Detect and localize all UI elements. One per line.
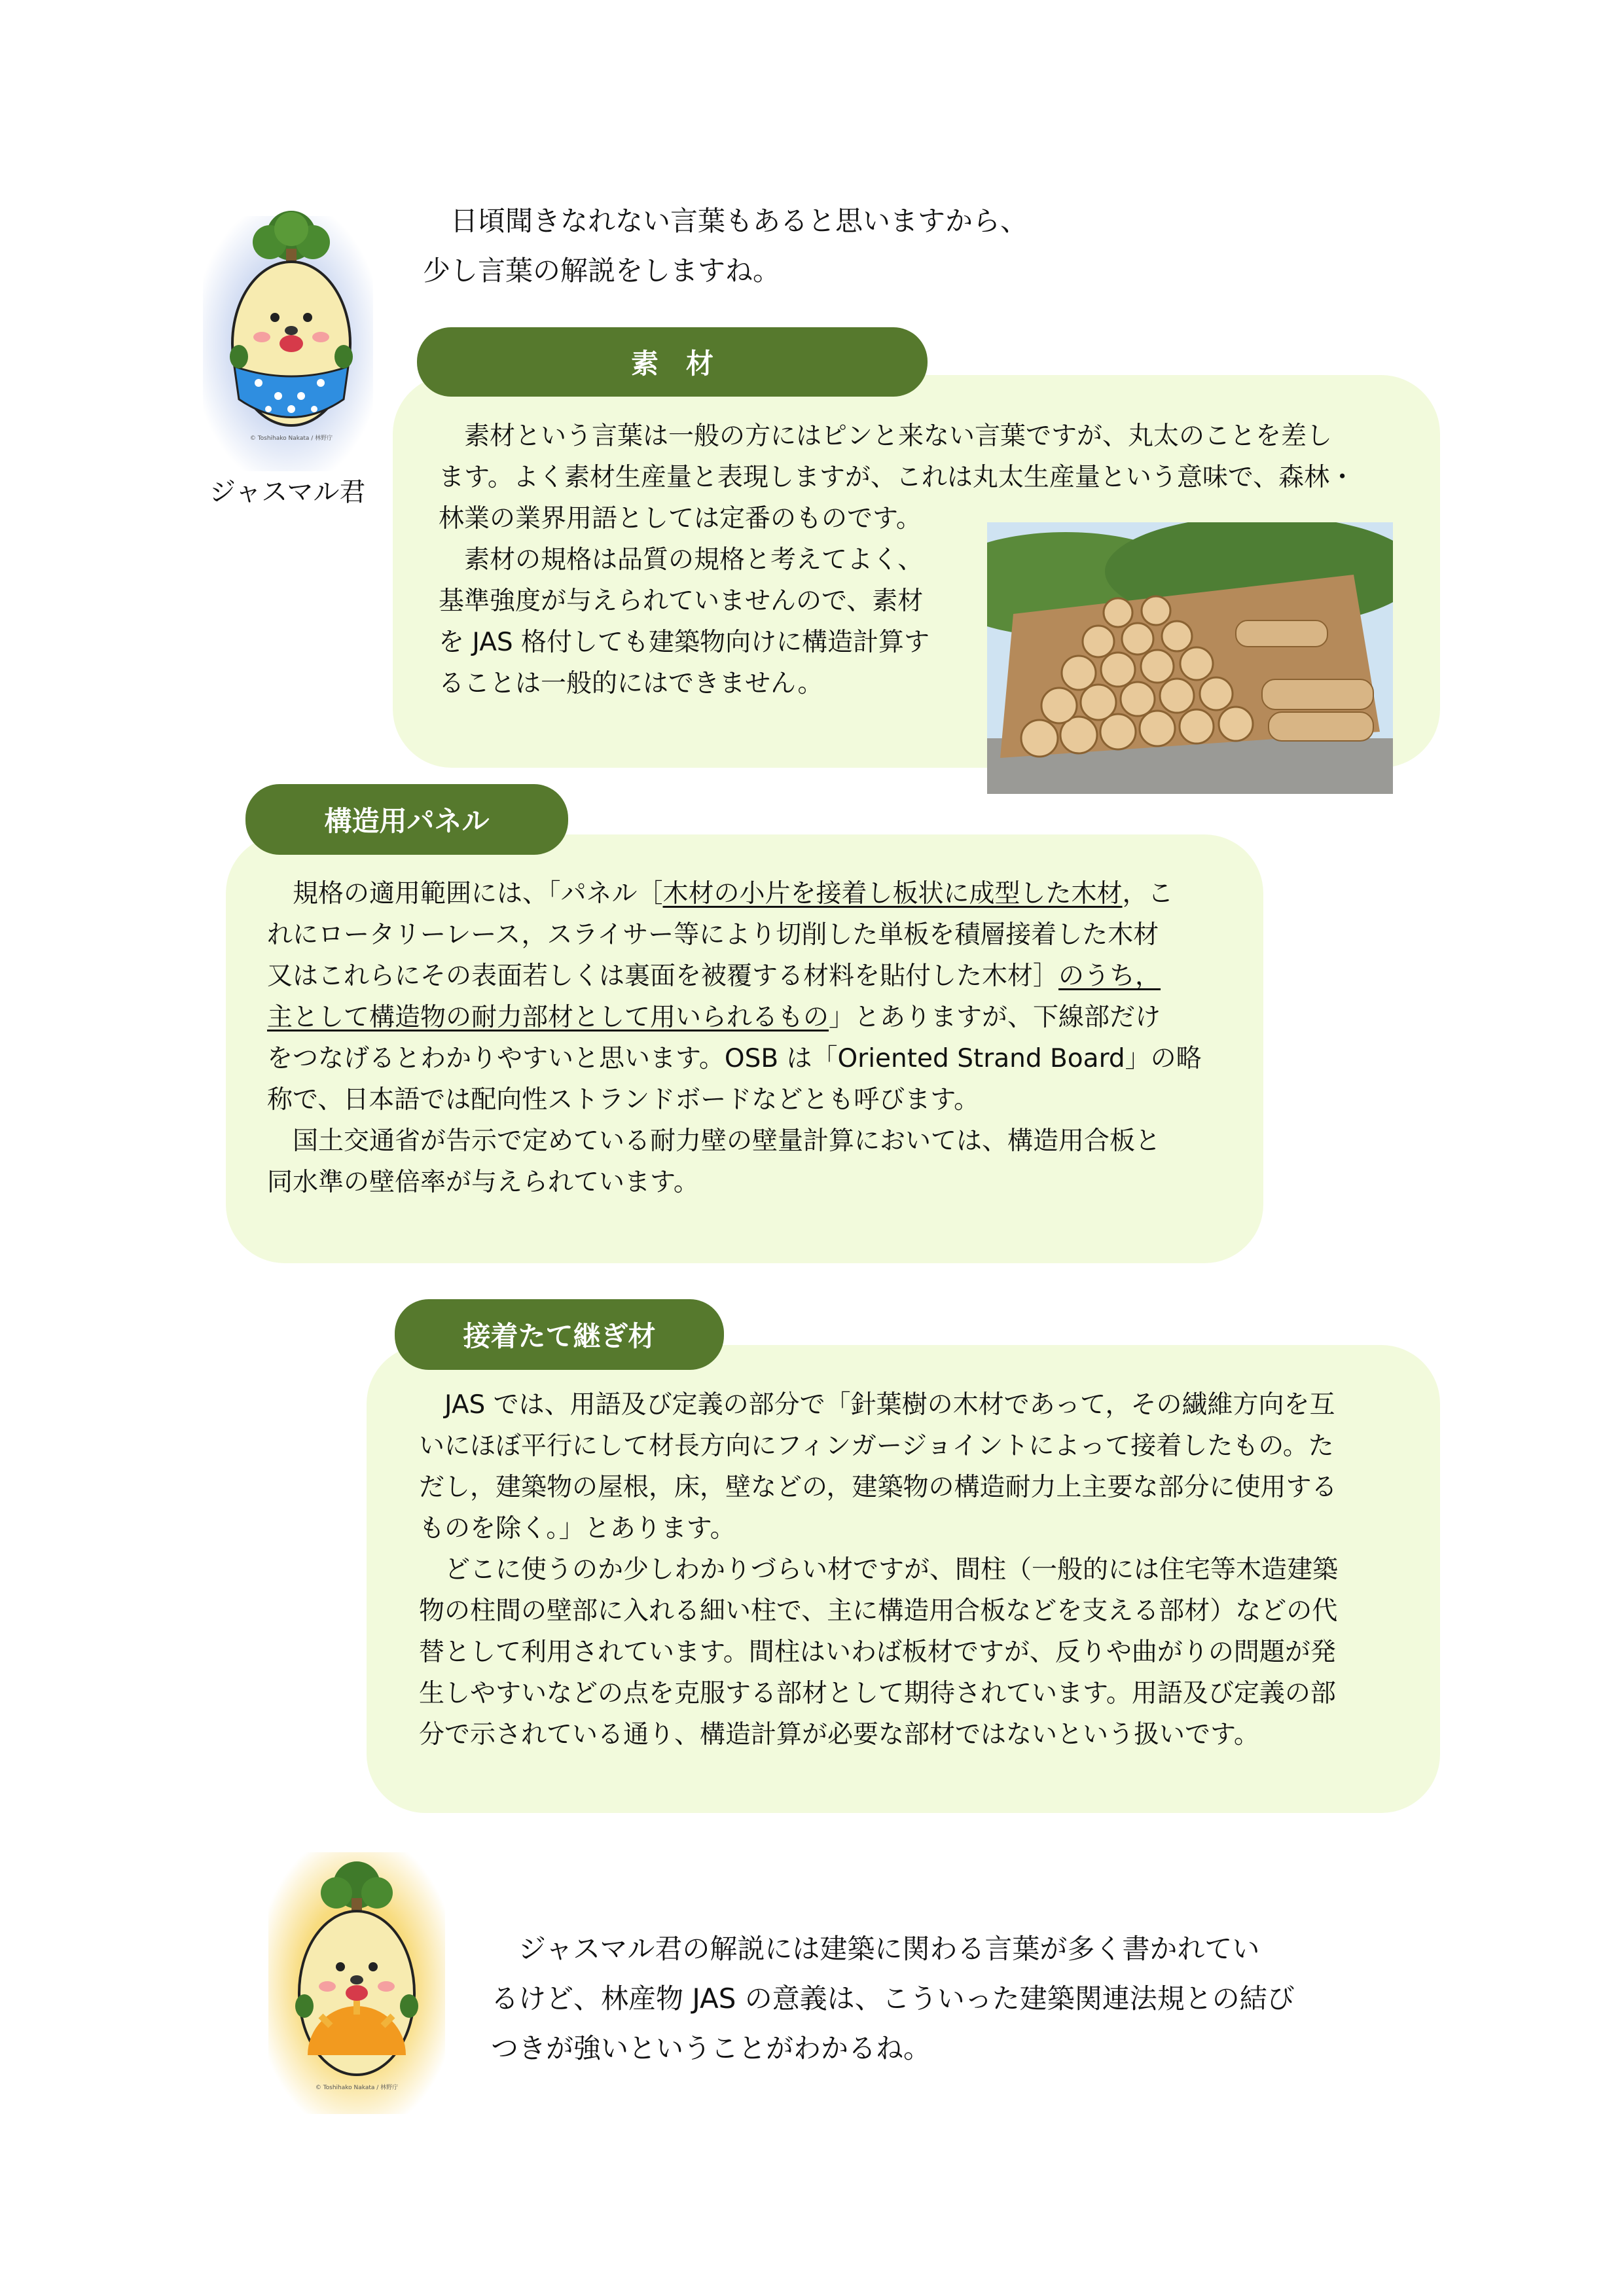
section-text-tatetsugi [419,1384,1338,1755]
text-line: 同水準の壁倍率が与えられています。 [267,1168,699,1197]
text-line [267,997,1202,1038]
jasmaru-mascot-illustration [223,209,360,458]
stacked-logs-photo [987,522,1393,794]
section-header-panel: 構造用パネル [245,784,568,855]
text-line: だし，建築物の屋根，床，壁などの，建築物の構造耐力上主要な部分に使用する [419,1473,1337,1502]
mascot-credit: © Toshihako Nakata / 林野庁 [315,2085,399,2091]
intro-text [423,196,1208,296]
closing-line: るけど、林産物 JAS の意義は、こういった建築関連法規との結び [491,1982,1295,2015]
text-line: ものを除く。」とあります。 [419,1514,736,1543]
text-segment: 規格の適用範囲には、「パネル［ [267,879,663,908]
text-line: JAS では、用語及び定義の部分で「針葉樹の木材であって，その繊維方向を互 [419,1390,1335,1420]
text-line: 素材の規格は品質の規格と考えてよく、 [439,545,924,575]
text-line: 素材という言葉は一般の方にはピンと来ない言葉ですが、丸太のことを差し [439,422,1333,451]
text-line: 替として利用されています。間柱はいわば板材ですが、反りや曲がりの問題が発 [419,1638,1336,1667]
text-line: を JAS 格付しても建築物向けに構造計算す [439,628,930,657]
intro-line: 日頃聞きなれない言葉もあると思いますから、 [423,205,1028,237]
jasmaru-mascot-sun-illustration [288,1859,425,2108]
mascot-name-caption: ジャスマル君 [209,477,366,507]
text-line: れにロータリーレース，スライサー等により切削した単板を積層接着した木材 [267,920,1159,950]
intro-line: 少し言葉の解説をしますね。 [423,255,781,287]
text-line: をつなげるとわかりやすいと思います。OSB は「Oriented Strand Board」の略 [267,1044,1202,1073]
text-segment: 又はこれらにその表面若しくは裏面を被覆する材料を貼付した木材］ [267,961,1059,991]
text-segment: 」とありますが、下線部だけ [829,1003,1161,1032]
text-line: いにほぼ平行にして材長方向にフィンガージョイントによって接着したもの。た [419,1431,1334,1461]
closing-text [491,1924,1295,2073]
underlined-text: のうち， [1058,961,1161,991]
text-line: 国土交通省が告示で定めている耐力壁の壁量計算においては、構造用合板と [267,1126,1161,1156]
text-segment: ，こ [1122,879,1174,908]
section-header-tatetsugi: 接着たて継ぎ材 [395,1299,724,1370]
section-text-panel [267,873,1202,1203]
text-line: 称で、日本語では配向性ストランドボードなどとも呼びます。 [267,1085,980,1115]
text-line: 基準強度が与えられていませんので、素材 [439,586,924,616]
mascot-credit: © Toshihako Nakata / 林野庁 [249,435,333,442]
text-line: 物の柱間の壁部に入れる細い柱で、主に構造用合板などを支える部材）などの代 [419,1596,1338,1626]
closing-line: ジャスマル君の解説には建築に関わる言葉が多く書かれてい [491,1933,1260,1965]
text-line: どこに使うのか少しわかりづらい材ですが、間柱（一般的には住宅等木造建築 [419,1555,1339,1585]
text-line: 分で示されている通り、構造計算が必要な部材ではないという扱いです。 [419,1720,1259,1749]
text-line: ることは一般的にはできません。 [439,669,823,698]
underlined-text: 木材の小片を接着し板状に成型した木材 [662,879,1123,908]
text-line: ます。よく素材生産量と表現しますが、これは丸太生産量という意味で、森林・ [439,463,1356,492]
text-line: 林業の業界用語としては定番のものです。 [439,504,922,533]
underlined-text: 主として構造物の耐力部材として用いられるもの [267,1003,829,1032]
closing-line: つきが強いということがわかるね。 [491,2032,931,2064]
text-line [267,873,1202,914]
section-header-sozai: 素 材 [417,327,928,397]
text-line [267,956,1202,997]
text-line: 生しやすいなどの点を克服する部材として期待されています。用語及び定義の部 [419,1679,1336,1708]
